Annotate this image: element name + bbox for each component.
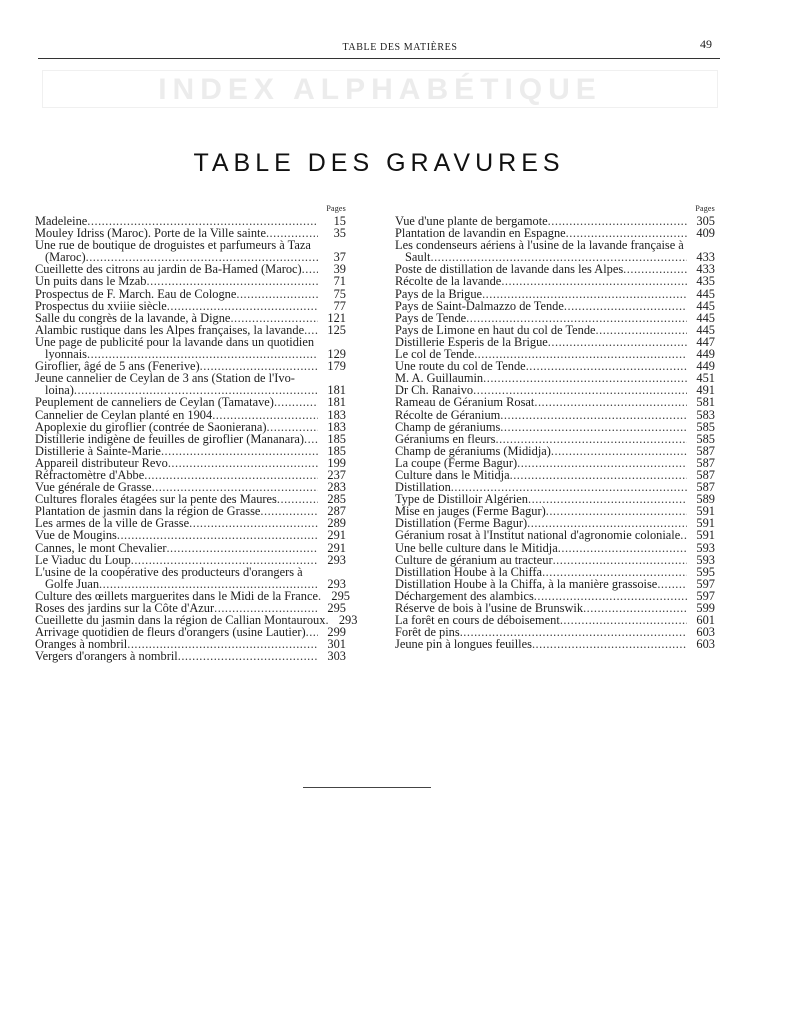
entry-title: Réserve de bois à l'usine de Brunswik [395, 601, 584, 615]
entry-page-number: 293 [338, 613, 358, 628]
entry-page-number: 291 [327, 540, 346, 555]
dot-leader [306, 626, 318, 638]
dot-leader [596, 324, 687, 336]
entry-title: Plantation de lavandin en Espagne [395, 226, 566, 241]
entry-title: Salle du congrès de la lavande, à Digne [35, 310, 231, 325]
entry-page-number: 289 [327, 516, 346, 531]
dot-leader [260, 505, 318, 517]
entry-page-number: 587 [696, 443, 715, 458]
entry-title: Vergers d'orangers à nombril [35, 649, 178, 664]
entry-title: Type de Distilloir Algérien [395, 492, 528, 507]
entry-title-line: L'usine de la coopérative des producteurs d'orangers à [35, 564, 303, 579]
toc-entry [395, 300, 715, 312]
entry-page-number: 293 [327, 576, 346, 591]
dot-leader [657, 578, 687, 590]
entry-page-number: 447 [696, 334, 715, 349]
toc-entry [395, 421, 715, 433]
header-rule [38, 58, 720, 59]
entry-title: Forêt de pins [395, 625, 460, 640]
toc-entry [35, 396, 346, 408]
entry-page-number: 449 [696, 359, 715, 374]
entry-page-number: 15 [333, 214, 346, 228]
entry-title: Giroflier, âgé de 5 ans (Fenerive) [35, 359, 200, 374]
entry-page-number: 37 [333, 250, 346, 265]
entry-title: Les armes de la ville de Grasse [35, 516, 190, 531]
entry-page-number: 295 [327, 601, 346, 615]
toc-entry [395, 554, 715, 566]
dot-leader [495, 433, 687, 445]
entry-page-number: 129 [327, 347, 346, 362]
dot-leader [548, 336, 687, 348]
entry-page-number: 71 [333, 274, 346, 289]
entry-title: Vue de Mougins [35, 528, 117, 543]
footer-rule [303, 787, 431, 788]
entry-title: La forêt en cours de déboisement [395, 613, 560, 628]
dot-leader [501, 275, 687, 287]
entry-title: La coupe (Ferme Bagur) [395, 455, 518, 470]
entry-title: Géranium rosat à l'Institut national d'agronomie coloniale [395, 528, 681, 543]
entry-title: Madeleine [35, 214, 88, 228]
running-head: TABLE DES MATIÈRES [342, 42, 458, 53]
entry-title: Le Viaduc du Loup [35, 552, 131, 567]
entry-page-number: 433 [696, 250, 715, 265]
entry-page-number: 593 [696, 552, 715, 567]
entry-page-number: 121 [327, 310, 346, 325]
entry-title: Arrivage quotidien de fleurs d'orangers (usine Lautier) [35, 625, 306, 640]
entry-title: Dr Ch. Ranaivo [395, 383, 474, 398]
entry-page-number: 445 [696, 322, 715, 337]
entry-page-number: 599 [696, 601, 715, 615]
entry-page-number: 591 [696, 516, 715, 531]
dot-leader [178, 650, 318, 662]
page-title: TABLE DES GRAVURES [193, 148, 565, 177]
dot-leader [546, 505, 687, 517]
entry-page-number: 445 [696, 298, 715, 313]
entry-page-number: 287 [327, 504, 346, 519]
entry-title: Appareil distributeur Revo [35, 455, 168, 470]
entry-page-number: 303 [327, 649, 346, 664]
entry-title: M. A. Guillaumin [395, 371, 484, 386]
entry-title: Sault [405, 250, 431, 265]
entry-title: Peuplement de canneliers de Ceylan (Tamatave) [35, 395, 274, 410]
show-through-text: INDEX ALPHABÉTIQUE [42, 70, 718, 108]
entry-title: loina) [45, 383, 74, 398]
dot-leader [623, 263, 687, 275]
entry-title: Plantation de jasmin dans la région de Grasse [35, 504, 261, 519]
entry-title: Récolte de la lavande [395, 274, 502, 289]
entry-page-number: 199 [327, 455, 346, 470]
entry-page-number: 585 [696, 431, 715, 446]
dot-leader [500, 409, 687, 421]
dot-leader [482, 288, 687, 300]
entry-page-number: 593 [696, 540, 715, 555]
dot-leader [274, 396, 318, 408]
entry-title: Cultures florales étagées sur la pente des Maures [35, 492, 277, 507]
entry-page-number: 77 [333, 298, 346, 313]
entry-page-number: 581 [696, 395, 715, 410]
toc-entry [35, 650, 346, 662]
entry-page-number: 39 [333, 262, 346, 277]
entry-page-number: 181 [327, 383, 346, 398]
dot-leader [542, 566, 687, 578]
entry-title-line: Une page de publicité pour la lavande dans un quotidien [35, 334, 315, 349]
toc-entry [395, 433, 715, 445]
entry-title: Distillation Hoube à la Chiffa, à la manière grassoise [395, 576, 658, 591]
entry-page-number: 183 [327, 419, 346, 434]
entry-page-number: 295 [331, 588, 350, 603]
entry-title: Le col de Tende [395, 347, 475, 362]
toc-entry [35, 554, 346, 566]
entry-page-number: 75 [333, 286, 346, 301]
left-column [35, 203, 358, 664]
left-entries [35, 214, 358, 664]
entry-page-number: 601 [696, 613, 715, 628]
entry-page-number: 583 [696, 407, 715, 422]
entry-page-number: 591 [696, 504, 715, 519]
dot-leader [168, 457, 318, 469]
entry-page-number: 449 [696, 347, 715, 362]
dot-leader [532, 638, 687, 650]
toc-entry [395, 542, 715, 554]
entry-title: Cueillette du jasmin dans la région de Callian Montauroux [35, 613, 326, 628]
entry-title: Culture dans le Mitidja [395, 467, 510, 482]
entry-title: Pays de Limone en haut du col de Tende [395, 322, 596, 337]
dot-leader [500, 421, 687, 433]
entry-title: Vue d'une plante de bergamote [395, 214, 548, 228]
dot-leader [212, 409, 318, 421]
dot-leader [302, 263, 318, 275]
entry-title: Déchargement des alambics [395, 588, 534, 603]
entry-page-number: 283 [327, 480, 346, 495]
entry-title: Géraniums en fleurs [395, 431, 496, 446]
entry-page-number: 293 [327, 552, 346, 567]
entry-page-number: 409 [696, 226, 715, 241]
dot-leader [560, 614, 687, 626]
page-number: 49 [700, 37, 712, 51]
dot-leader [558, 542, 687, 554]
pages-column-header: Pages [695, 204, 715, 213]
entry-title: Apoplexie du giroflier (contrée de Saonierana) [35, 419, 267, 434]
entry-page-number: 591 [696, 528, 715, 543]
entry-page-number: 595 [696, 564, 715, 579]
dot-leader [277, 493, 318, 505]
dot-leader [304, 433, 318, 445]
entry-page-number: 181 [327, 395, 346, 410]
toc-entry [395, 529, 715, 541]
entry-page-number: 185 [327, 431, 346, 446]
entry-title: Roses des jardins sur la Côte d'Azur [35, 601, 215, 615]
entry-title: Poste de distillation de lavande dans les Alpes [395, 262, 624, 277]
toc-entry [395, 638, 715, 650]
dot-leader [161, 445, 318, 457]
entry-page-number: 305 [696, 214, 715, 228]
toc-entry [395, 409, 715, 421]
entry-title: Prospectus de F. March. Eau de Cologne [35, 286, 237, 301]
entry-title: Un puits dans le Mzab [35, 274, 147, 289]
entry-title: Distillerie à Sainte-Marie [35, 443, 161, 458]
dot-leader [167, 300, 318, 312]
entry-title: Golfe Juan [45, 576, 100, 591]
entry-page-number: 291 [327, 528, 346, 543]
entry-title: Pays de Saint-Dalmazzo de Tende [395, 298, 564, 313]
pages-column-header: Pages [326, 204, 346, 213]
dot-leader [144, 469, 318, 481]
entry-title: Cueillette des citrons au jardin de Ba-Hamed (Maroc) [35, 262, 302, 277]
dot-leader [583, 602, 687, 614]
entry-page-number: 125 [327, 322, 346, 337]
dot-leader [534, 396, 687, 408]
entry-page-number: 179 [327, 359, 346, 374]
entry-page-number: 597 [696, 588, 715, 603]
right-entries [395, 215, 715, 650]
entry-title: Récolte de Géranium [395, 407, 501, 422]
entry-page-number: 451 [696, 371, 715, 386]
right-column [395, 203, 715, 650]
entry-title: Alambic rustique dans les Alpes françaises, la lavande [35, 322, 305, 337]
entry-page-number: 185 [327, 443, 346, 458]
entry-title: Prospectus du xviiie siècle [35, 298, 167, 313]
entry-title: Réfractomètre d'Abbe [35, 467, 145, 482]
entry-page-number: 589 [696, 492, 715, 507]
dot-leader [548, 215, 687, 227]
entry-title: Jeune pin à longues feuilles [395, 637, 532, 652]
entry-title: Mise en jauges (Ferme Bagur) [395, 504, 546, 519]
entry-title: Une belle culture dans le Mitidja [395, 540, 558, 555]
entry-title: lyonnais [45, 347, 87, 362]
toc-entry [35, 421, 346, 433]
entry-title: Pays de la Brigue [395, 286, 483, 301]
toc-entry [395, 288, 715, 300]
toc-entry [395, 275, 715, 287]
entry-title: Pays de Tende [395, 310, 467, 325]
entry-page-number: 433 [696, 262, 715, 277]
entry-title-line: Les condenseurs aériens à l'usine de la lavande française à [395, 238, 684, 253]
entry-page-number: 285 [327, 492, 346, 507]
entry-page-number: 35 [333, 226, 346, 241]
entry-title: Mouley Idriss (Maroc). Porte de la Ville sainte [35, 226, 266, 241]
entry-title: Champ de géraniums [395, 419, 501, 434]
dot-leader [236, 288, 318, 300]
entry-page-number: 301 [327, 637, 346, 652]
entry-page-number: 597 [696, 576, 715, 591]
dot-leader [553, 554, 687, 566]
entry-page-number: 183 [327, 407, 346, 422]
entry-title: Cannes, le mont Chevalier [35, 540, 167, 555]
entry-title: Distillation Hoube à la Chiffa [395, 564, 543, 579]
entry-page-number: 237 [327, 467, 346, 482]
entry-title: Rameau de Géranium Rosat [395, 395, 535, 410]
entry-page-number: 587 [696, 455, 715, 470]
entry-title: Oranges à nombril [35, 637, 128, 652]
entry-page-number: 491 [696, 383, 715, 398]
entry-title: Culture des œillets marguerites dans le Midi de la France [35, 588, 318, 603]
entry-title: Culture de géranium au tracteur [395, 552, 553, 567]
dot-leader [564, 300, 687, 312]
toc-entry [395, 566, 715, 578]
dot-leader [526, 360, 687, 372]
entry-title: Distillation (Ferme Bagur) [395, 516, 528, 531]
entry-title: Vue générale de Grasse [35, 480, 152, 495]
entry-page-number: 445 [696, 286, 715, 301]
entry-page-number: 603 [696, 637, 715, 652]
toc-entry [35, 542, 346, 554]
entry-title: (Maroc) [45, 250, 86, 265]
entry-page-number: 445 [696, 310, 715, 325]
dot-leader [267, 421, 318, 433]
toc-entry [35, 288, 346, 300]
dot-leader [483, 372, 687, 384]
entry-page-number: 587 [696, 467, 715, 482]
dot-leader [117, 529, 318, 541]
entry-title: Distillerie indigène de feuilles de giroflier (Mananara) [35, 431, 305, 446]
entry-title: Une route du col de Tende [395, 359, 526, 374]
toc-entry [395, 396, 715, 408]
dot-leader [551, 445, 687, 457]
entry-page-number: 435 [696, 274, 715, 289]
entry-page-number: 299 [327, 625, 346, 640]
dot-leader [131, 554, 318, 566]
entry-page-number: 587 [696, 480, 715, 495]
dot-leader [147, 275, 319, 287]
entry-page-number: 603 [696, 625, 715, 640]
dot-leader [510, 469, 687, 481]
dot-leader [680, 529, 687, 541]
dot-leader [166, 542, 318, 554]
toc-entry [35, 433, 346, 445]
entry-title-line: Une rue de boutique de droguistes et parfumeurs à Taza [35, 238, 311, 253]
entry-title: Cannelier de Ceylan planté en 1904 [35, 407, 213, 422]
entry-title: Distillerie Esperis de la Brigue [395, 334, 548, 349]
entry-page-number: 585 [696, 419, 715, 434]
toc-entry [35, 300, 346, 312]
dot-leader [517, 457, 687, 469]
toc-entry [35, 275, 346, 287]
entry-title: Distillation [395, 480, 451, 495]
dot-leader [528, 493, 687, 505]
entry-title: Champ de géraniums (Mididja) [395, 443, 551, 458]
entry-title-line: Jeune cannelier de Ceylan de 3 ans (Station de l'Ivo- [35, 371, 295, 386]
toc-entry [35, 409, 346, 421]
dot-leader [189, 517, 318, 529]
toc-entry [35, 529, 346, 541]
